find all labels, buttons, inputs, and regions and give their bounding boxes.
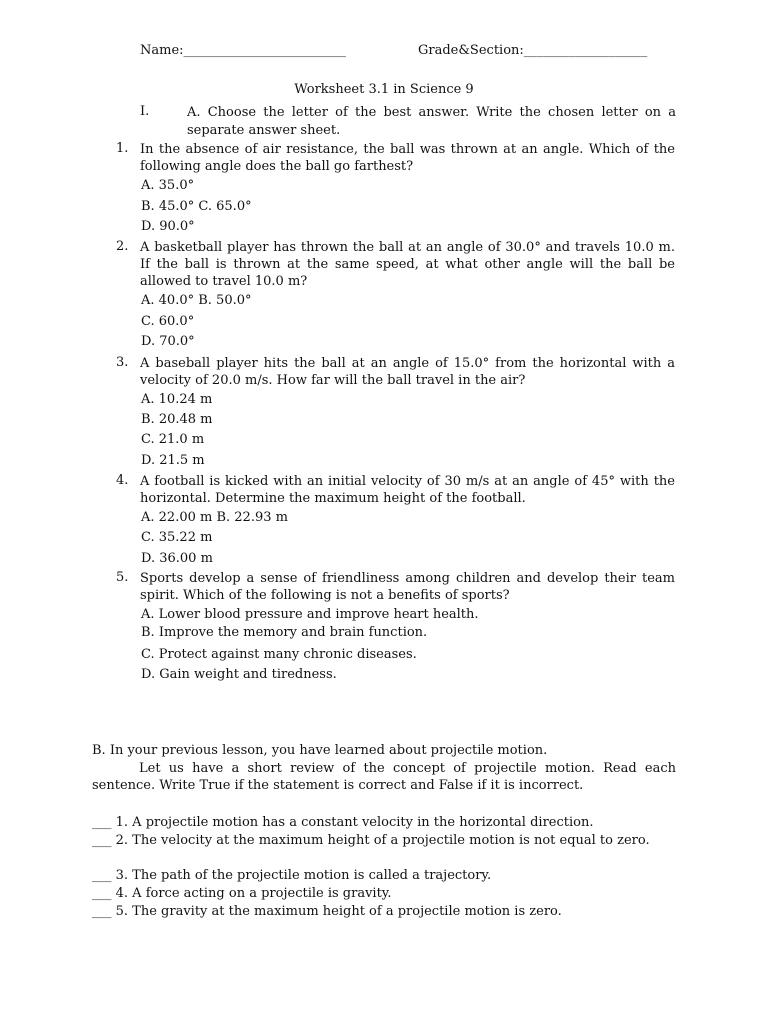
answer-option: B. Improve the memory and brain function. — [141, 625, 428, 640]
answer-option: D. 70.0° — [141, 334, 195, 349]
answer-option: A. 10.24 m — [141, 392, 213, 407]
true-false-item: ___ 3. The path of the projectile motion is called a trajectory. — [92, 868, 492, 883]
true-false-item: ___ 5. The gravity at the maximum height of a projectile motion is zero. — [92, 904, 562, 919]
answer-option: C. 21.0 m — [141, 432, 205, 447]
answer-option: A. 22.00 m B. 22.93 m — [141, 510, 288, 525]
name-field-label: Name:_________________________ — [140, 43, 347, 58]
answer-option: D. Gain weight and tiredness. — [141, 667, 337, 682]
part-b-instruction: Let us have a short review of the concept of projectile motion. Read each sentence. Write True if the statement is correct and False if it is incorrect. — [92, 761, 676, 793]
answer-option: B. 45.0° C. 65.0° — [141, 199, 252, 214]
answer-option: A. 40.0° B. 50.0° — [141, 293, 252, 308]
question-number: 1. — [116, 141, 129, 156]
answer-option: A. 35.0° — [141, 178, 195, 193]
question-number: 3. — [116, 355, 129, 370]
worksheet-title: Worksheet 3.1 in Science 9 — [294, 82, 474, 97]
answer-option: B. 20.48 m — [141, 412, 213, 427]
answer-option: C. 60.0° — [141, 314, 195, 329]
part-a-instruction: A. Choose the letter of the best answer. Write the chosen letter on a separate answer sheet. — [187, 105, 676, 138]
question-text: A baseball player hits the ball at an angle of 15.0° from the horizontal with a velocity of 20.0 m/s. How far will the ball travel in the air? — [140, 356, 675, 388]
question-text: A basketball player has thrown the ball at an angle of 30.0° and travels 10.0 m. If the ball is thrown at the same speed, at what other angle will the ball be allowed to travel 10.0 m? — [140, 240, 675, 289]
answer-option: D. 90.0° — [141, 219, 195, 234]
part-b-intro: B. In your previous lesson, you have learned about projectile motion. — [92, 743, 548, 758]
answer-option: D. 21.5 m — [141, 453, 205, 468]
question-text: In the absence of air resistance, the ball was thrown at an angle. Which of the following angle does the ball go farthest? — [140, 142, 675, 174]
answer-option: C. Protect against many chronic diseases. — [141, 647, 417, 662]
question-text: Sports develop a sense of friendliness among children and develop their team spirit. Which of the following is not a benefits of sports? — [140, 571, 675, 603]
question-text: A football is kicked with an initial velocity of 30 m/s at an angle of 45° with the horizontal. Determine the maximum height of the football. — [140, 474, 675, 506]
answer-option: D. 36.00 m — [141, 551, 213, 566]
answer-option: A. Lower blood pressure and improve heart health. — [141, 607, 479, 622]
part-roman-numeral: I. — [140, 104, 150, 119]
true-false-item: ___ 4. A force acting on a projectile is gravity. — [92, 886, 392, 901]
grade-section-field-label: Grade&Section:___________________ — [418, 43, 648, 58]
answer-option: C. 35.22 m — [141, 530, 213, 545]
question-number: 4. — [116, 473, 129, 488]
true-false-item: ___ 1. A projectile motion has a constant velocity in the horizontal direction. — [92, 815, 594, 830]
question-number: 5. — [116, 570, 129, 585]
question-number: 2. — [116, 239, 129, 254]
true-false-item: ___ 2. The velocity at the maximum height of a projectile motion is not equal to zero. — [92, 833, 650, 848]
